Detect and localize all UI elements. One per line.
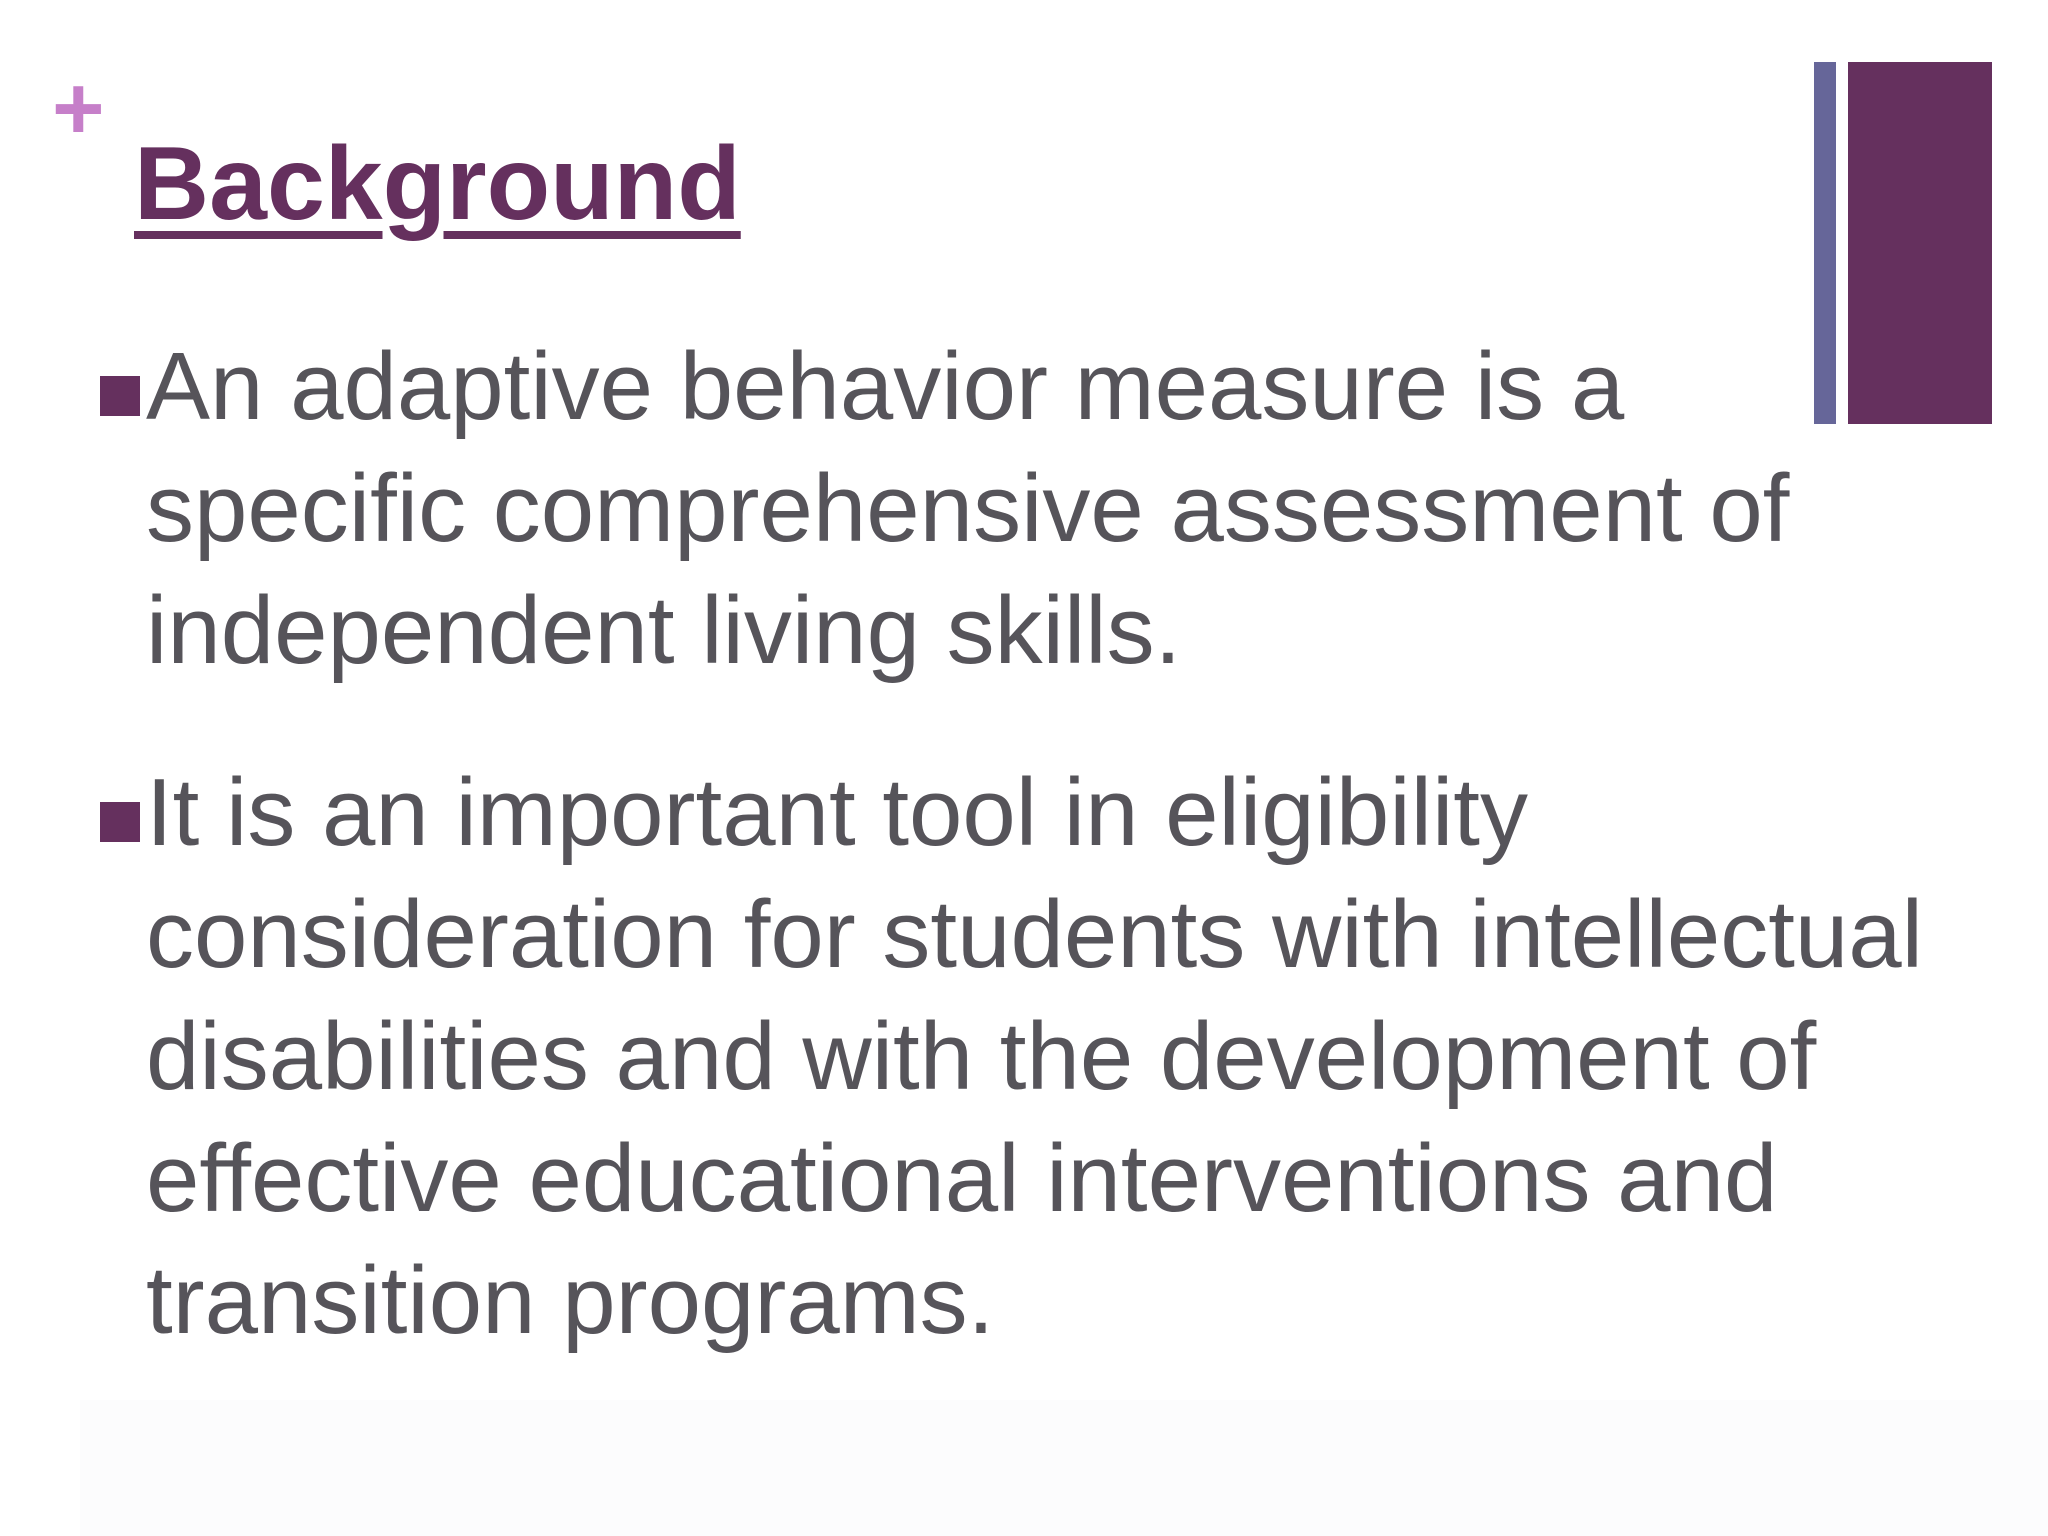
square-bullet-icon [100, 376, 140, 416]
bullet-line: effective educational interventions and [146, 1125, 1778, 1232]
plus-icon: + [52, 59, 105, 159]
slide-bottom-band [80, 1400, 2048, 1536]
bullet-line: transition programs. [146, 1247, 995, 1354]
slide-title: Background [134, 126, 741, 242]
bullet-line: It is an important tool in eligibility [146, 759, 1528, 866]
bullet-line: independent living skills. [146, 577, 1182, 684]
bullet-line: An adaptive behavior measure is a [146, 333, 1625, 440]
bullet-line: consideration for students with intellectual [146, 881, 1923, 988]
bullet-item [146, 326, 2046, 692]
bullet-item [146, 752, 2046, 1362]
bullet-line: disabilities and with the development of [146, 1003, 1817, 1110]
bullet-line: specific comprehensive assessment of [146, 455, 1790, 562]
square-bullet-icon [100, 802, 140, 842]
